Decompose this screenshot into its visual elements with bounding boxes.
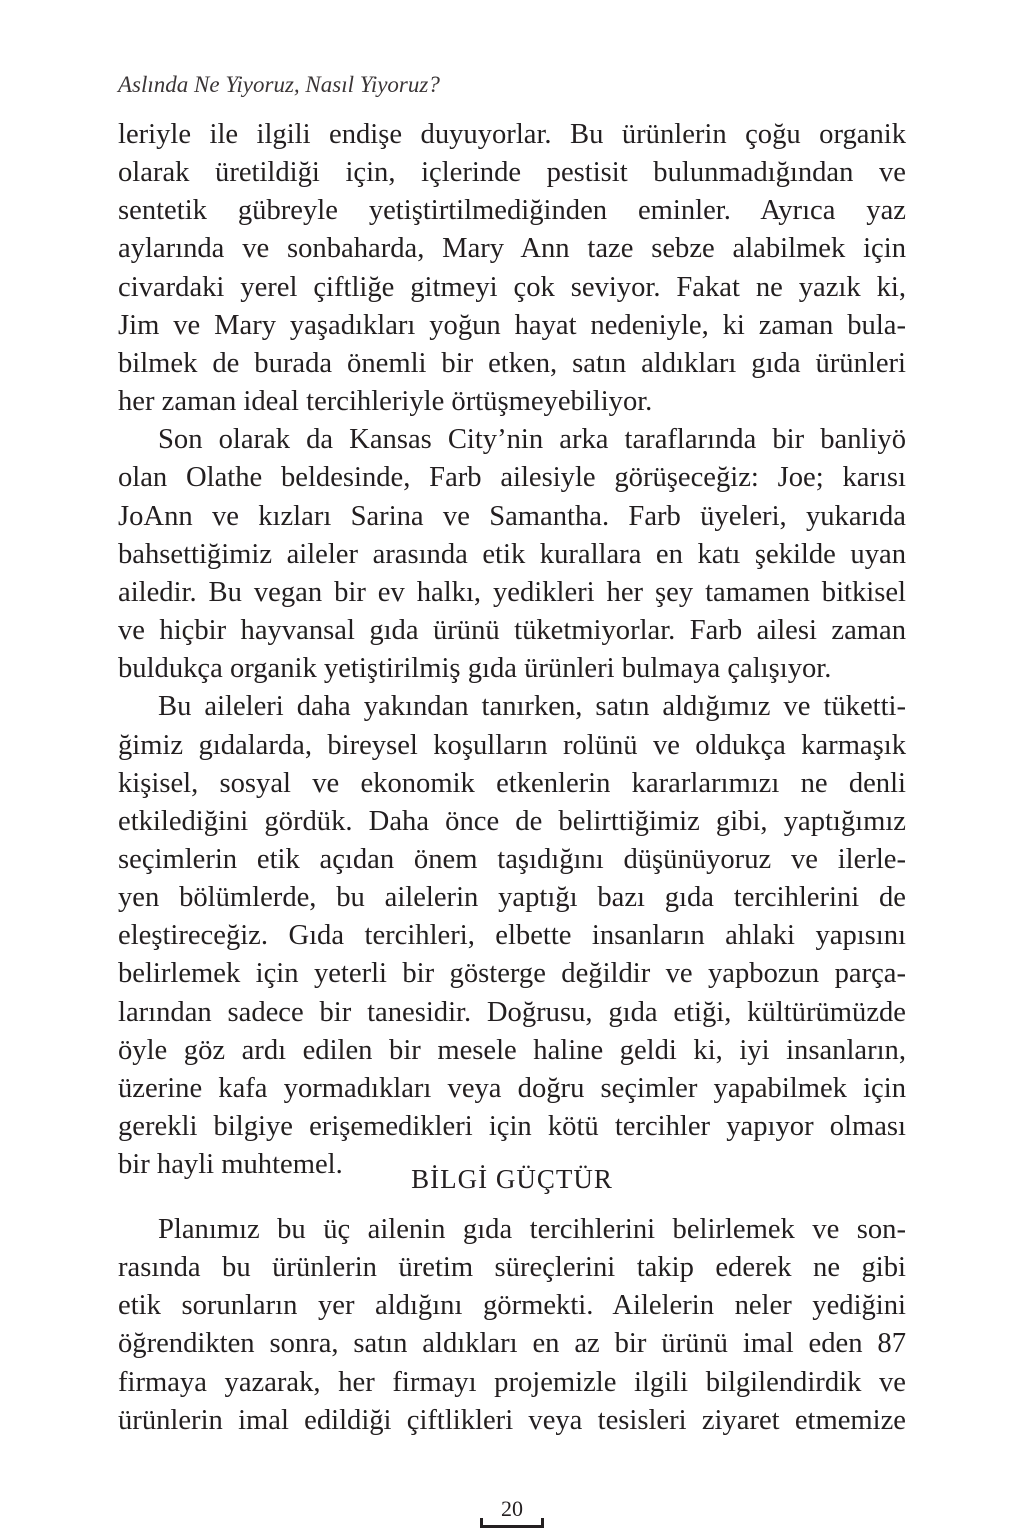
- text-line: ve hiçbir hayvansal gıda ürünü tüketmiyorlar. Farb ailesi zaman: [118, 615, 906, 647]
- text-line: gerekli bilgiye erişemedikleri için kötü tercihler yapıyor olması: [118, 1111, 906, 1143]
- text-line: ailedir. Bu vegan bir ev halkı, yedikleri her şey tamamen bitkisel: [118, 576, 906, 608]
- folio-tick-right: [541, 1518, 544, 1528]
- text-line: ğimiz gıdalarda, bireysel koşulların rolünü ve oldukça karmaşık: [118, 729, 906, 761]
- text-line: larından sadece bir tanesidir. Doğrusu, gıda etiği, kültürümüzde: [118, 996, 906, 1028]
- text-line: kişisel, sosyal ve ekonomik etkenlerin kararlarımızı ne denli: [118, 767, 906, 799]
- text-line: leriyle ile ilgili endişe duyuyorlar. Bu ürünlerin çoğu organik: [118, 119, 906, 150]
- text-line: rasında bu ürünlerin üretim süreçlerini takip ederek ne gibi: [118, 1252, 906, 1284]
- text-line: firmaya yazarak, her firmayı projemizle ilgili bilgilendirdik ve: [118, 1366, 906, 1398]
- section-heading: BİLGİ GÜÇTÜR: [411, 1164, 613, 1194]
- text-line: Planımız bu üç ailenin gıda tercihlerini belirlemek ve son-: [158, 1214, 906, 1245]
- paragraph-food-ethics: [118, 688, 906, 1184]
- text-line: olarak üretildiği için, içlerinde pestisit bulunmadığından ve: [118, 157, 906, 189]
- folio-tick-left: [480, 1518, 483, 1528]
- text-line: Bu aileleri daha yakından tanırken, satın aldığımız ve tüketti-: [158, 691, 906, 723]
- text-line: sentetik gübreyle yetiştirtilmediğinden eminler. Ayrıca yaz: [118, 195, 906, 227]
- running-head: Aslında Ne Yiyoruz, Nasıl Yiyoruz?: [118, 72, 440, 97]
- text-line: etkilediğini gördük. Daha önce de belirttiğimiz gibi, yaptığımız: [118, 805, 906, 837]
- text-line: belirlemek için yeterli bir gösterge değildir ve yapbozun parça-: [118, 958, 906, 990]
- text-line: bilmek de burada önemli bir etken, satın aldıkları gıda ürünleri: [118, 347, 906, 379]
- text-line: aylarında ve sonbaharda, Mary Ann taze sebze alabilmek için: [118, 233, 906, 265]
- text-line: Jim ve Mary yaşadıkları yoğun hayat nedeniyle, ki zaman bula-: [118, 309, 906, 341]
- text-line: civardaki yerel çiftliğe gitmeyi çok seviyor. Fakat ne yazık ki,: [118, 271, 906, 303]
- text-line: öyle göz ardı edilen bir mesele haline geldi ki, iyi insanların,: [118, 1034, 906, 1066]
- text-line: bir hayli muhtemel.: [118, 1149, 343, 1181]
- text-line: bahsettiğimiz aileler arasında etik kurallara en katı şekilde uyan: [118, 538, 906, 570]
- text-line: eleştireceğiz. Gıda tercihleri, elbette insanların ahlaki yapısını: [118, 920, 906, 952]
- text-line: etik sorunların yer aldığını görmekti. Ailelerin neler yediğini: [118, 1290, 906, 1322]
- paragraph-plan: [118, 1211, 906, 1440]
- text-line: seçimlerin etik açıdan önem taşıdığını düşünüyoruz ve ilerle-: [118, 843, 906, 875]
- text-line: JoAnn ve kızları Sarina ve Samantha. Farb üyeleri, yukarıda: [118, 500, 906, 532]
- body-text-bottom: [118, 1211, 906, 1440]
- body-text-top: [118, 116, 906, 1184]
- text-line: buldukça organik yetiştirilmiş gıda ürünleri bulmaya çalışıyor.: [118, 653, 832, 685]
- text-line: Son olarak da Kansas City’nin arka taraflarında bir banliyö: [158, 424, 906, 456]
- paragraph-continued: [118, 116, 906, 421]
- text-line: her zaman ideal tercihleriyle örtüşmeyebiliyor.: [118, 386, 653, 418]
- page-number-folio: [462, 1496, 562, 1532]
- text-line: olan Olathe beldesinde, Farb ailesiyle görüşeceğiz: Joe; karısı: [118, 462, 906, 494]
- folio-rule: [480, 1525, 544, 1528]
- paragraph-farb-family: [118, 421, 906, 688]
- text-line: üzerine kafa yormadıkları veya doğru seçimler yapabilmek için: [118, 1072, 906, 1104]
- page-number: 20: [501, 1496, 523, 1521]
- text-line: öğrendikten sonra, satın aldıkları en az bir ürünü imal eden 87: [118, 1328, 906, 1360]
- text-line: ürünlerin imal edildiği çiftlikleri veya tesisleri ziyaret etmemize: [118, 1404, 906, 1436]
- text-line: yen bölümlerde, bu ailelerin yaptığı bazı gıda tercihlerini de: [118, 882, 906, 914]
